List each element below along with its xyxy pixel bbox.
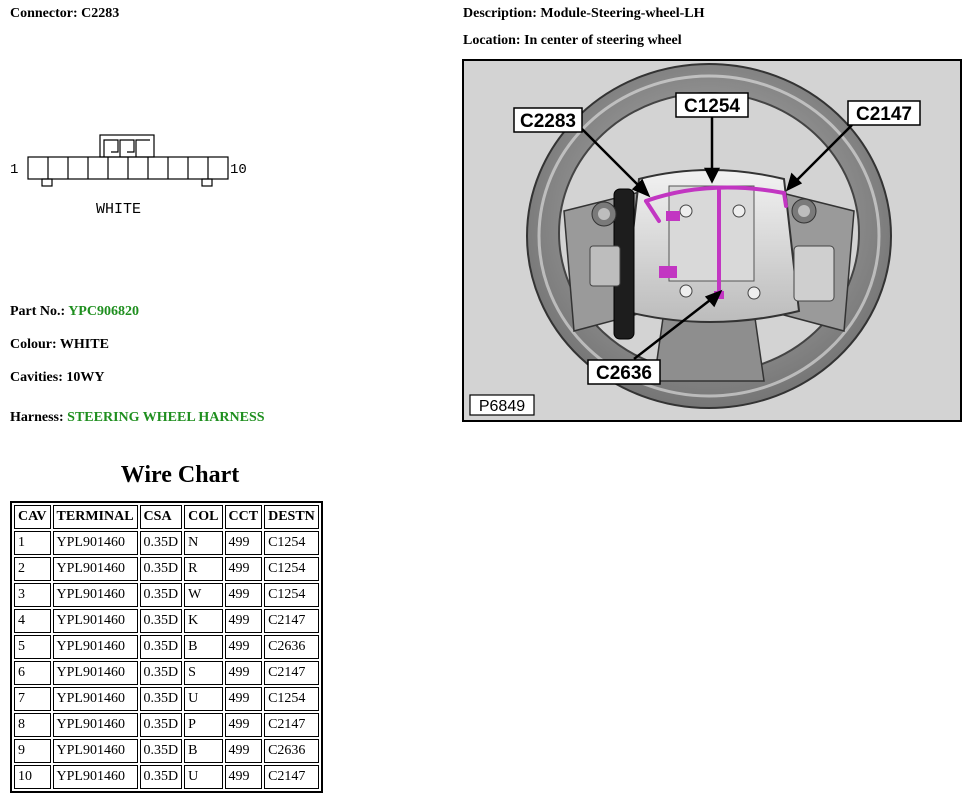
location-value: In center of steering wheel — [524, 33, 682, 48]
table-cell-terminal: YPL901460 — [53, 583, 138, 607]
callout-c1254-text: C1254 — [684, 96, 740, 117]
table-cell-terminal: YPL901460 — [53, 557, 138, 581]
description-line — [463, 6, 704, 22]
cavities-value: 10WY — [66, 370, 105, 385]
table-cell-destn: C2147 — [264, 661, 319, 685]
table-cell-destn: C2147 — [264, 765, 319, 789]
table-cell-cct: 499 — [225, 661, 263, 685]
part-line — [10, 304, 139, 320]
photo-reference-text: P6849 — [478, 398, 526, 415]
part-label: Part No.: — [10, 304, 66, 319]
colour-label: Colour: — [10, 337, 57, 352]
pin-1-label: 1 — [10, 162, 19, 178]
harness-value: STEERING WHEEL HARNESS — [67, 410, 265, 425]
table-cell-csa: 0.35D — [140, 713, 183, 737]
table-cell-col: K — [184, 609, 222, 633]
table-cell-csa: 0.35D — [140, 687, 183, 711]
table-cell-terminal: YPL901460 — [53, 609, 138, 633]
table-row — [14, 609, 319, 633]
table-cell-cav: 3 — [14, 583, 51, 607]
table-cell-cav: 2 — [14, 557, 51, 581]
column-header-destn: DESTN — [264, 505, 319, 529]
table-row — [14, 531, 319, 555]
wire-chart-title: Wire Chart — [120, 462, 240, 488]
location-line — [463, 33, 682, 49]
column-header-col: COL — [184, 505, 222, 529]
table-cell-terminal: YPL901460 — [53, 661, 138, 685]
table-cell-cav: 10 — [14, 765, 51, 789]
callout-c2283-text: C2283 — [520, 111, 576, 132]
table-cell-cct: 499 — [225, 765, 263, 789]
colour-value: WHITE — [59, 337, 109, 352]
description-label: Description: — [463, 6, 537, 21]
location-label: Location: — [463, 33, 521, 48]
connector-label: Connector: — [10, 6, 78, 21]
table-cell-terminal: YPL901460 — [53, 635, 138, 659]
table-cell-col: P — [184, 713, 222, 737]
table-cell-cct: 499 — [225, 609, 263, 633]
callout-c1254 — [676, 93, 748, 117]
table-cell-cct: 499 — [225, 583, 263, 607]
table-cell-col: B — [184, 635, 222, 659]
table-cell-cav: 8 — [14, 713, 51, 737]
table-cell-cav: 6 — [14, 661, 51, 685]
callout-c2283 — [514, 108, 582, 132]
table-cell-destn: C1254 — [264, 687, 319, 711]
part-value: YPC906820 — [68, 304, 139, 319]
wire-chart-table — [10, 501, 323, 793]
table-cell-col: W — [184, 583, 222, 607]
table-cell-terminal: YPL901460 — [53, 687, 138, 711]
table-cell-terminal: YPL901460 — [53, 765, 138, 789]
harness-line — [10, 410, 265, 426]
column-header-cav: CAV — [14, 505, 51, 529]
table-cell-cav: 7 — [14, 687, 51, 711]
table-cell-destn: C2147 — [264, 609, 319, 633]
table-cell-terminal: YPL901460 — [53, 739, 138, 763]
table-cell-cav: 4 — [14, 609, 51, 633]
callout-c2636 — [588, 360, 660, 384]
column-header-cct: CCT — [225, 505, 263, 529]
table-cell-cct: 499 — [225, 687, 263, 711]
table-row — [14, 713, 319, 737]
table-row — [14, 557, 319, 581]
connector-line — [10, 6, 119, 22]
table-cell-destn: C2147 — [264, 713, 319, 737]
connector-colour-text: WHITE — [96, 201, 142, 218]
table-cell-csa: 0.35D — [140, 739, 183, 763]
table-cell-destn: C1254 — [264, 557, 319, 581]
table-cell-csa: 0.35D — [140, 661, 183, 685]
table-row — [14, 687, 319, 711]
table-cell-cct: 499 — [225, 713, 263, 737]
table-cell-destn: C1254 — [264, 531, 319, 555]
table-cell-csa: 0.35D — [140, 609, 183, 633]
callout-c2636-text: C2636 — [596, 363, 652, 384]
callout-c2147-text: C2147 — [856, 104, 912, 125]
connector-face-diagram — [8, 128, 268, 228]
connector-value: C2283 — [81, 6, 120, 21]
callout-c2147 — [848, 101, 920, 125]
table-cell-cct: 499 — [225, 635, 263, 659]
table-row — [14, 583, 319, 607]
table-cell-terminal: YPL901460 — [53, 713, 138, 737]
table-cell-csa: 0.35D — [140, 583, 183, 607]
wire-chart-body — [14, 531, 319, 789]
table-cell-cct: 499 — [225, 531, 263, 555]
table-cell-destn: C1254 — [264, 583, 319, 607]
table-cell-cct: 499 — [225, 557, 263, 581]
table-cell-col: R — [184, 557, 222, 581]
column-header-terminal: TERMINAL — [53, 505, 138, 529]
table-cell-col: S — [184, 661, 222, 685]
colour-line — [10, 337, 109, 353]
table-cell-col: U — [184, 765, 222, 789]
table-cell-destn: C2636 — [264, 739, 319, 763]
table-cell-cav: 1 — [14, 531, 51, 555]
table-cell-cct: 499 — [225, 739, 263, 763]
harness-label: Harness: — [10, 410, 64, 425]
table-cell-col: N — [184, 531, 222, 555]
table-cell-cav: 9 — [14, 739, 51, 763]
pin-10-label: 10 — [230, 162, 247, 178]
table-row — [14, 635, 319, 659]
table-cell-destn: C2636 — [264, 635, 319, 659]
table-cell-terminal: YPL901460 — [53, 531, 138, 555]
table-cell-csa: 0.35D — [140, 765, 183, 789]
photo-reference-tag — [470, 395, 534, 415]
table-cell-csa: 0.35D — [140, 531, 183, 555]
table-cell-csa: 0.35D — [140, 635, 183, 659]
connector-key — [100, 135, 154, 157]
table-cell-csa: 0.35D — [140, 557, 183, 581]
table-cell-col: U — [184, 687, 222, 711]
table-row — [14, 661, 319, 685]
description-value: Module-Steering-wheel-LH — [540, 6, 705, 21]
cavities-line — [10, 370, 105, 386]
table-row — [14, 765, 319, 789]
wire-chart-header-row — [14, 505, 319, 529]
steering-wheel-photo — [462, 59, 962, 422]
table-row — [14, 739, 319, 763]
column-header-csa: CSA — [140, 505, 183, 529]
table-cell-cav: 5 — [14, 635, 51, 659]
cavities-label: Cavities: — [10, 370, 63, 385]
table-cell-col: B — [184, 739, 222, 763]
